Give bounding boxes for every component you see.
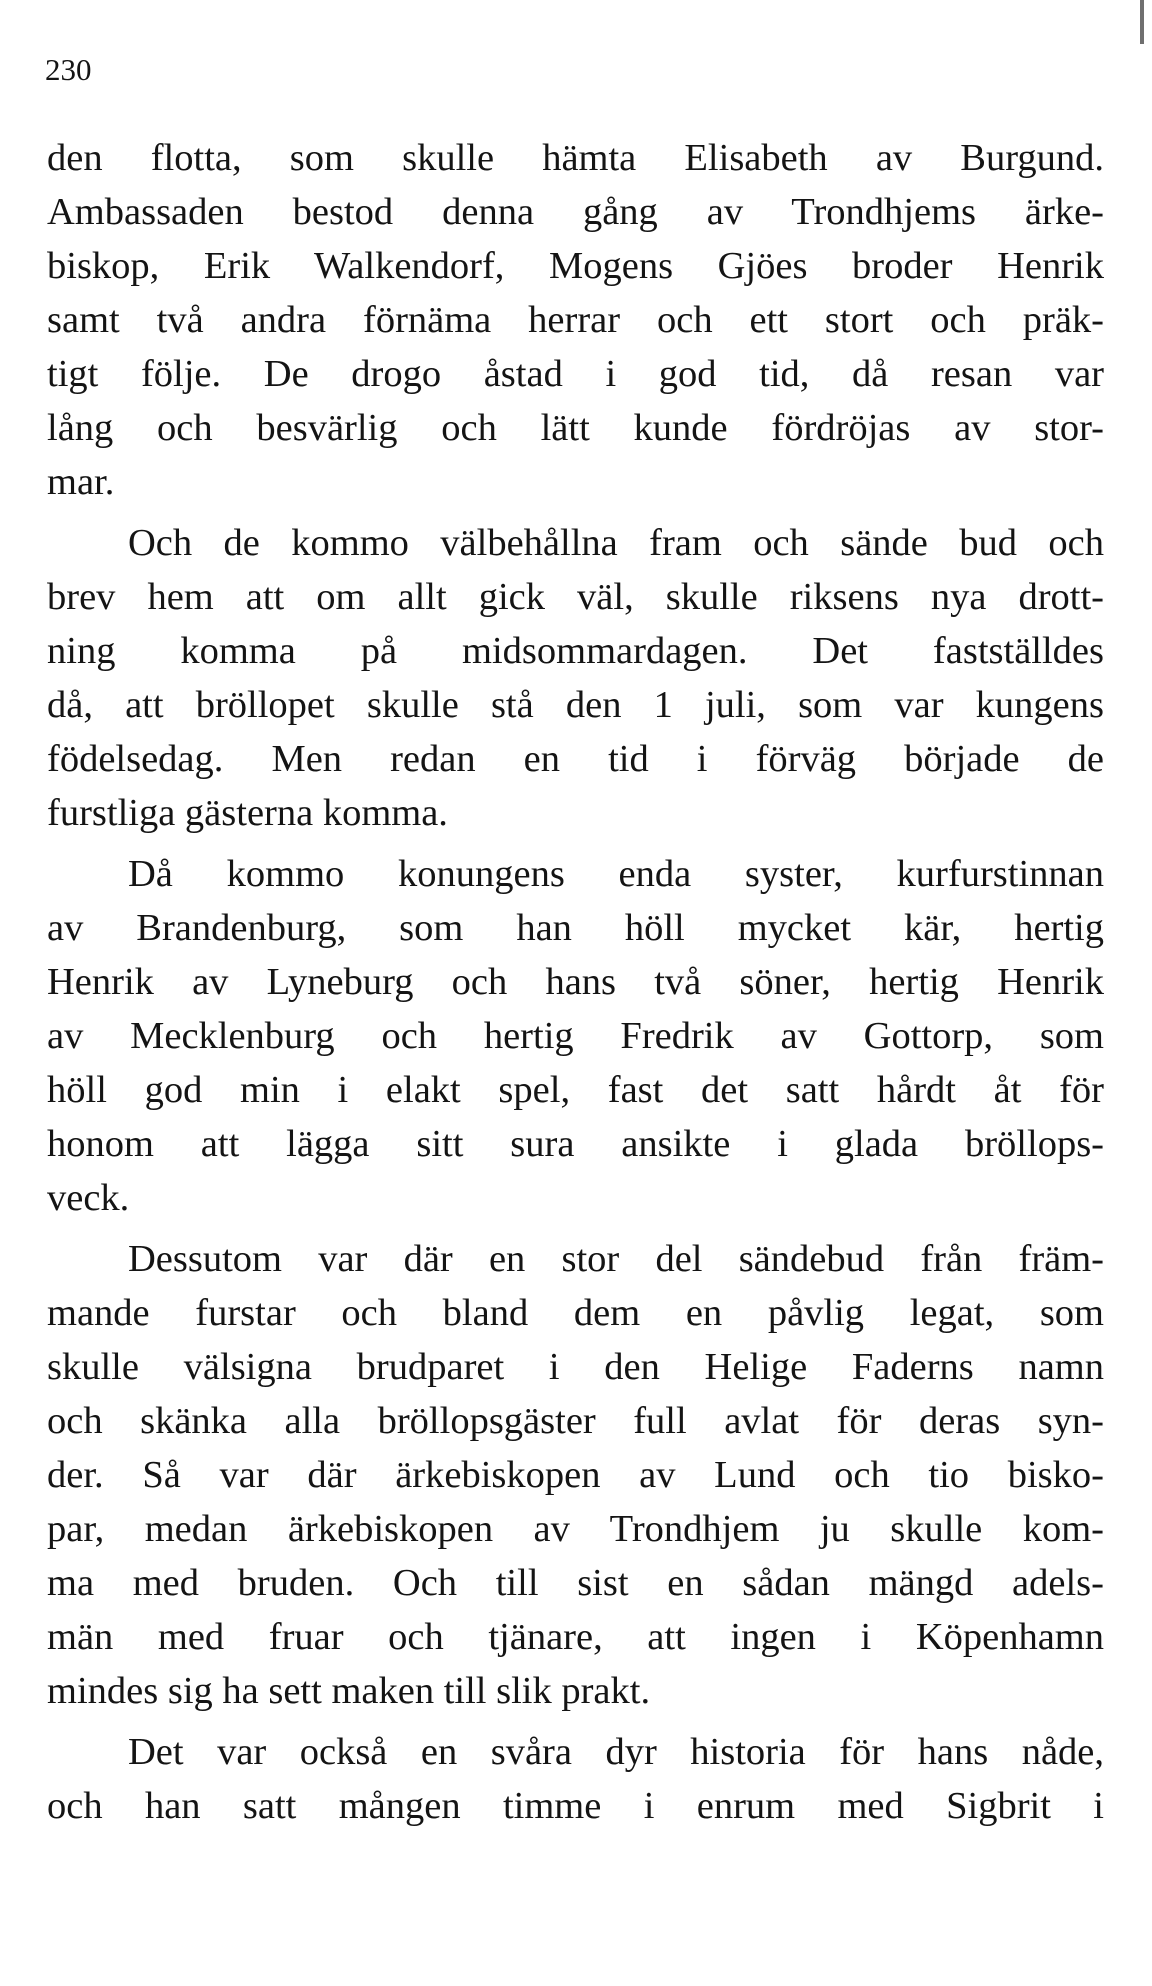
text-line: furstliga gästerna komma. (47, 792, 448, 834)
text-line: Då kommo konungens enda syster, kurfurstinnan (128, 853, 1104, 895)
paragraph (47, 1232, 1104, 1718)
text-line: Och de kommo välbehållna fram och sände bud och (128, 522, 1104, 564)
text-line: samt två andra förnäma herrar och ett stort och präk- (47, 299, 1104, 341)
text-line: mindes sig ha sett maken till slik prakt. (47, 1670, 651, 1712)
text-line: Det var också en svåra dyr historia för hans nåde, (128, 1731, 1104, 1773)
text-line: födelsedag. Men redan en tid i förväg började de (47, 738, 1104, 780)
text-line: der. Så var där ärkebiskopen av Lund och tio bisko- (47, 1454, 1104, 1496)
paragraph (47, 516, 1104, 840)
text-line: Ambassaden bestod denna gång av Trondhjems ärke- (47, 191, 1104, 233)
text-line: ma med bruden. Och till sist en sådan mängd adels- (47, 1562, 1104, 1604)
text-line: höll god min i elakt spel, fast det satt hårdt åt för (47, 1069, 1104, 1111)
paragraph (47, 131, 1104, 509)
paragraph (47, 1725, 1104, 1833)
text-line: tigt följe. De drogo åstad i god tid, då resan var (47, 353, 1104, 395)
text-line: Dessutom var där en stor del sändebud från främ- (128, 1238, 1104, 1280)
page-edge-mark (1140, 0, 1144, 44)
text-line: veck. (47, 1177, 130, 1219)
text-line: mande furstar och bland dem en påvlig legat, som (47, 1292, 1104, 1334)
text-line: den flotta, som skulle hämta Elisabeth av Burgund. (47, 137, 1104, 179)
text-line: män med fruar och tjänare, att ingen i Köpenhamn (47, 1616, 1104, 1658)
text-line: brev hem att om allt gick väl, skulle riksens nya drott- (47, 576, 1104, 618)
text-line: par, medan ärkebiskopen av Trondhjem ju skulle kom- (47, 1508, 1104, 1550)
text-line: av Mecklenburg och hertig Fredrik av Gottorp, som (47, 1015, 1104, 1057)
text-line: lång och besvärlig och lätt kunde fördröjas av stor- (47, 407, 1104, 449)
text-line: mar. (47, 461, 115, 503)
text-line: och han satt mången timme i enrum med Sigbrit i (47, 1785, 1104, 1827)
text-line: då, att bröllopet skulle stå den 1 juli, som var kungens (47, 684, 1104, 726)
text-line: ning komma på midsommardagen. Det fastställdes (47, 630, 1104, 672)
paragraph (47, 847, 1104, 1225)
page-number: 230 (45, 52, 92, 87)
text-line: Henrik av Lyneburg och hans två söner, hertig Henrik (47, 961, 1104, 1003)
text-line: skulle välsigna brudparet i den Helige Faderns namn (47, 1346, 1104, 1388)
text-line: av Brandenburg, som han höll mycket kär, hertig (47, 907, 1104, 949)
text-line: honom att lägga sitt sura ansikte i glada bröllops- (47, 1123, 1104, 1165)
page-body (47, 131, 1104, 1833)
text-line: biskop, Erik Walkendorf, Mogens Gjöes broder Henrik (47, 245, 1104, 287)
text-line: och skänka alla bröllopsgäster full avlat för deras syn- (47, 1400, 1104, 1442)
